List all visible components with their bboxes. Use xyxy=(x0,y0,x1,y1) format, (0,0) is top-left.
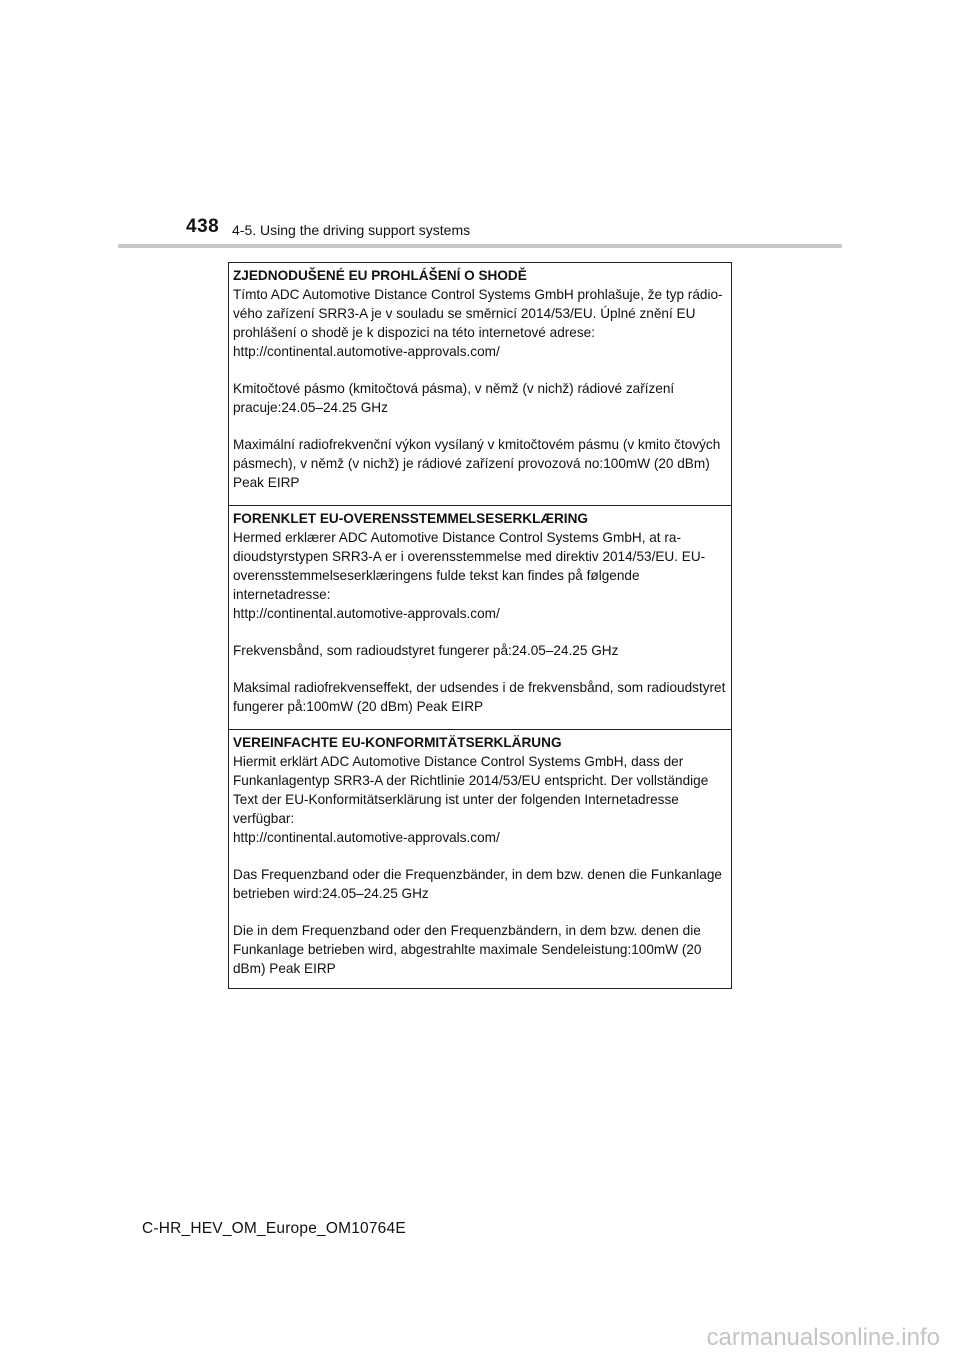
declaration-paragraph: Tímto ADC Automotive Distance Control Systems GmbH prohlašuje, že typ rádio-vého zařízení SRR3-A je v souladu se směrnicí 2014/53/EU. Úplné znění EU prohlášení o shodě je k dispozici na této internetové adrese: http://continental.automotive-approvals.com/ xyxy=(233,287,723,359)
declaration-german xyxy=(229,729,731,988)
declaration-paragraph: Maximální radiofrekvenční výkon vysílaný v kmitočtovém pásmu (v kmito čtových pásmech), v němž (v nichž) je rádiové zařízení provozová no:100mW (20 dBm) Peak EIRP xyxy=(233,437,721,490)
watermark-logo[interactable]: carmanualsonline.info xyxy=(706,1324,940,1351)
declaration-paragraph: Hiermit erklärt ADC Automotive Distance Control Systems GmbH, dass der Funkanlagentyp SRR3-A der Richtlinie 2014/53/EU entspricht. Der vollständige Text der EU-Konformitätserklärung ist unter der folgenden Internetadresse verfügbar: http://continental.automotive-approvals.com/ xyxy=(233,754,709,845)
declaration-paragraph: Das Frequenzband oder die Frequenzbänder, in dem bzw. denen die Funkanlage betrieben wird:24.05–24.25 GHz xyxy=(233,867,722,901)
section-title: 4-5. Using the driving support systems xyxy=(232,222,471,238)
document-code: C-HR_HEV_OM_Europe_OM10764E xyxy=(142,1220,406,1237)
declaration-paragraph: Die in dem Frequenzband oder den Frequenzbändern, in dem bzw. denen die Funkanlage betrieben wird, abgestrahlte maximale Sendeleistung:100mW (20 dBm) Peak EIRP xyxy=(233,923,702,976)
declaration-paragraph: Maksimal radiofrekvenseffekt, der udsendes i de frekvensbånd, som radioudstyret fungerer på:100mW (20 dBm) Peak EIRP xyxy=(233,680,726,714)
declaration-czech xyxy=(229,262,731,502)
declaration-paragraph: Hermed erklærer ADC Automotive Distance Control Systems GmbH, at ra-dioudstyrstypen SRR3-A er i overensstemmelse med direktiv 2014/53/EU. EU-overensstemmelseserklæringens fulde tekst kan findes på følgende internetadresse: http://continental.automotive-approvals.com/ xyxy=(233,530,706,621)
declaration-paragraph: Kmitočtové pásmo (kmitočtová pásma), v němž (v nichž) rádiové zařízení pracuje:24.05–24.25 GHz xyxy=(233,381,675,415)
declaration-heading: ZJEDNODUŠENÉ EU PROHLÁŠENÍ O SHODĚ xyxy=(233,268,527,283)
declaration-paragraph: Frekvensbånd, som radioudstyret fungerer på:24.05–24.25 GHz xyxy=(233,643,619,658)
declaration-heading: FORENKLET EU-OVERENSSTEMMELSESERKLÆRING xyxy=(233,511,588,526)
declaration-heading: VEREINFACHTE EU-KONFORMITÄTSERKLÄRUNG xyxy=(233,735,562,750)
declaration-danish xyxy=(229,505,731,726)
page-header xyxy=(0,0,960,250)
declarations-box xyxy=(228,262,732,989)
header-rule xyxy=(118,244,842,248)
page-number: 438 xyxy=(186,216,220,237)
